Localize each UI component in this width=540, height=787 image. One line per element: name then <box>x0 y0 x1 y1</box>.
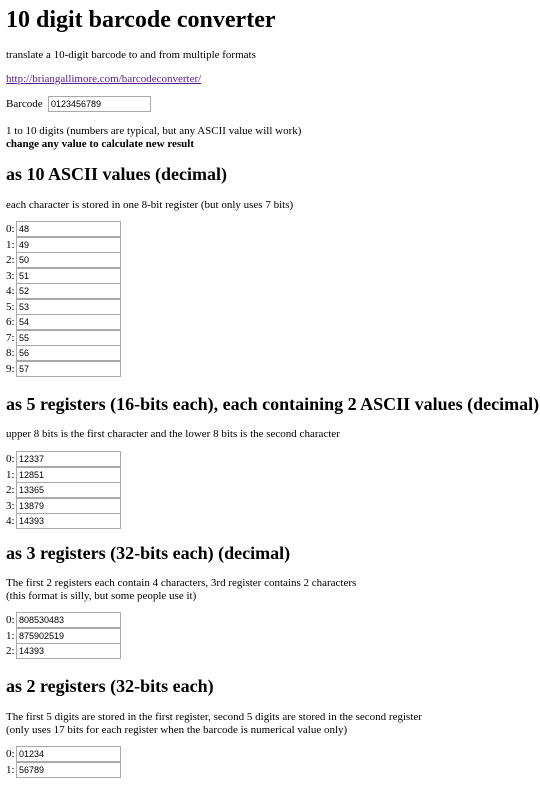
register-value-input[interactable] <box>16 612 121 628</box>
reg16-heading: as 5 registers (16-bits each), each containing 2 ASCII values (decimal) <box>6 394 540 414</box>
register-value-input[interactable] <box>16 221 121 237</box>
reg2-description: The first 5 digits are stored in the first register, second 5 digits are stored in the second register <box>6 711 422 723</box>
reg32-heading: as 3 registers (32-bits each) (decimal) <box>6 543 291 563</box>
register-index-label: 1: <box>6 763 15 776</box>
register-index-label: 3: <box>6 269 15 282</box>
register-value-input[interactable] <box>16 482 121 498</box>
digits-note: 1 to 10 digits (numbers are typical, but any ASCII value will work) <box>6 125 302 137</box>
register-index-label: 2: <box>6 484 15 496</box>
source-link[interactable]: http://briangallimore.com/barcodeconverter/ <box>6 73 202 85</box>
register-value-input[interactable] <box>16 467 121 483</box>
register-index-label: 8: <box>6 347 15 359</box>
ascii-heading: as 10 ASCII values (decimal) <box>6 164 228 184</box>
register-value-input[interactable] <box>16 299 121 315</box>
barcode-input[interactable] <box>48 96 151 112</box>
reg16-description: upper 8 bits is the first character and the lower 8 bits is the second character <box>6 428 340 440</box>
register-value-input[interactable] <box>16 345 121 361</box>
register-index-label: 6: <box>6 316 15 328</box>
register-index-label: 1: <box>6 468 15 481</box>
register-value-input[interactable] <box>16 746 121 762</box>
register-index-label: 7: <box>6 331 15 344</box>
register-value-input[interactable] <box>16 498 121 514</box>
register-value-input[interactable] <box>16 361 121 377</box>
register-index-label: 4: <box>6 285 15 297</box>
register-value-input[interactable] <box>16 268 121 284</box>
reg2-heading: as 2 registers (32-bits each) <box>6 676 214 696</box>
register-value-input[interactable] <box>16 643 121 659</box>
register-index-label: 1: <box>6 238 15 251</box>
register-value-input[interactable] <box>16 762 121 778</box>
page-title: 10 digit barcode converter <box>6 7 276 33</box>
register-index-label: 0: <box>6 748 15 760</box>
source-link-line <box>6 72 201 86</box>
register-index-label: 9: <box>6 362 15 375</box>
register-value-input[interactable] <box>16 237 121 253</box>
register-value-input[interactable] <box>16 628 121 644</box>
register-value-input[interactable] <box>16 451 121 467</box>
register-value-input[interactable] <box>16 330 121 346</box>
register-index-label: 2: <box>6 254 15 266</box>
register-value-input[interactable] <box>16 283 121 299</box>
reg32-description: The first 2 registers each contain 4 characters, 3rd register contains 2 characters <box>6 577 357 589</box>
register-index-label: 0: <box>6 223 15 235</box>
recalc-note: change any value to calculate new result <box>6 138 195 150</box>
ascii-description: each character is stored in one 8-bit register (but only uses 7 bits) <box>6 199 294 211</box>
register-index-label: 5: <box>6 300 15 313</box>
register-index-label: 3: <box>6 499 15 512</box>
register-index-label: 2: <box>6 645 15 657</box>
register-value-input[interactable] <box>16 252 121 268</box>
register-value-input[interactable] <box>16 513 121 529</box>
register-index-label: 4: <box>6 515 15 527</box>
reg32-note: (this format is silly, but some people use it) <box>6 590 197 602</box>
register-index-label: 0: <box>6 614 15 626</box>
register-index-label: 0: <box>6 453 15 465</box>
barcode-label: Barcode <box>6 98 43 110</box>
register-value-input[interactable] <box>16 314 121 330</box>
reg2-note: (only uses 17 bits for each register when the barcode is numerical value only) <box>6 724 348 736</box>
register-index-label: 1: <box>6 629 15 642</box>
page-subtitle: translate a 10-digit barcode to and from multiple formats <box>6 49 256 61</box>
